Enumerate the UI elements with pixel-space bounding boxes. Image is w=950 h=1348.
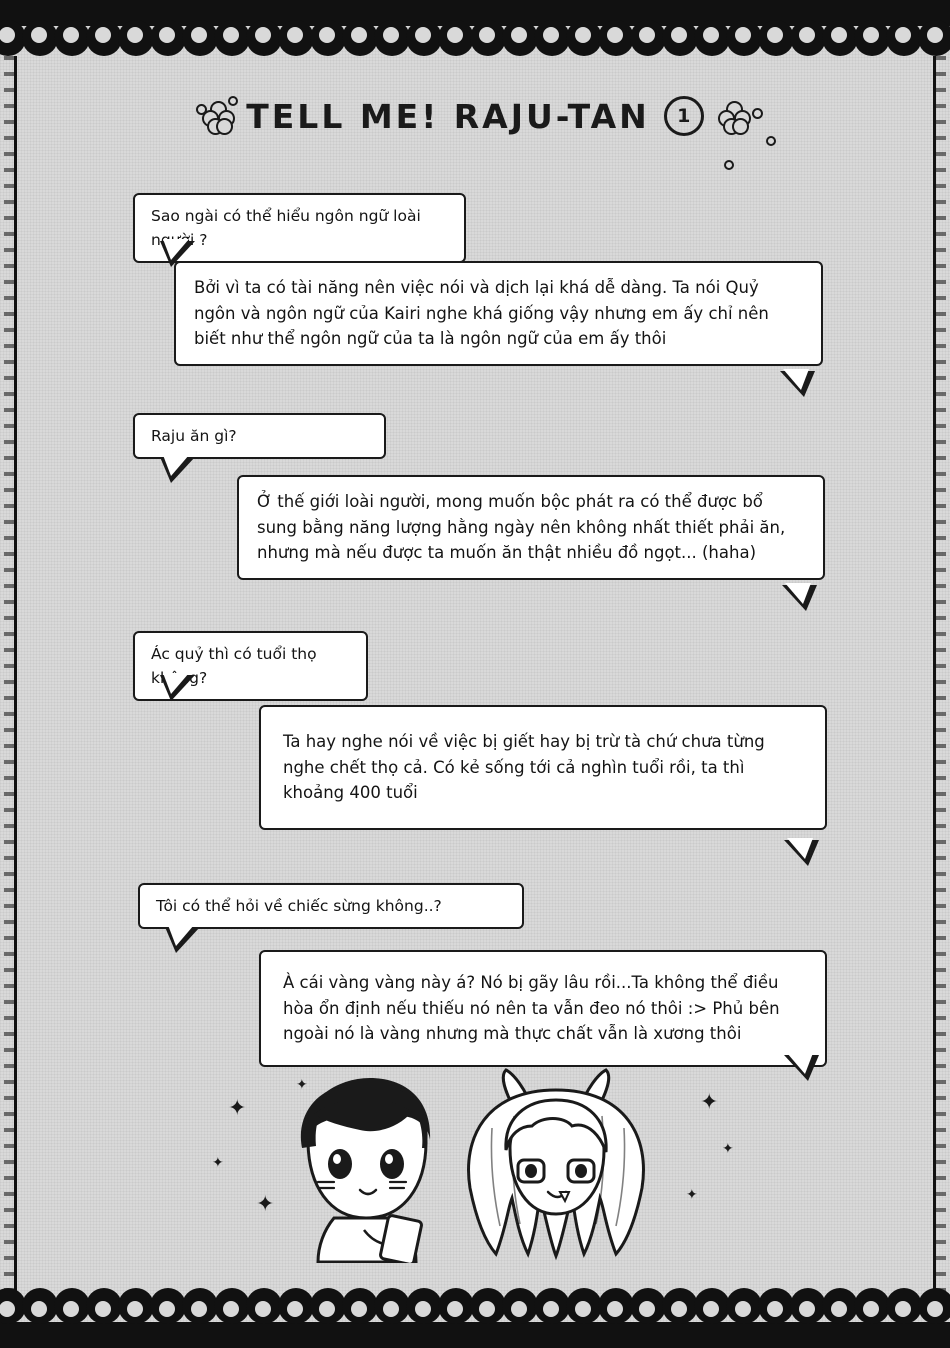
character-illustrations bbox=[0, 1068, 950, 1278]
lace-border-bottom bbox=[0, 1286, 950, 1348]
flower-icon bbox=[718, 101, 748, 131]
bubble-tail-inner bbox=[785, 583, 811, 604]
question-text: Ác quỷ thì có tuổi thọ không? bbox=[151, 645, 317, 688]
lace-border-top bbox=[0, 0, 950, 62]
lace-scallops bbox=[0, 1288, 950, 1328]
lace-band bbox=[0, 1322, 950, 1348]
page-title-row bbox=[0, 96, 950, 136]
question-text: Raju ăn gì? bbox=[151, 427, 237, 445]
question-text: Sao ngài có thể hiểu ngôn ngữ loài người ? bbox=[151, 207, 421, 250]
flower-icon bbox=[202, 101, 232, 131]
question-text: Tôi có thể hỏi về chiếc sừng không..? bbox=[156, 897, 442, 915]
question-bubble-2 bbox=[133, 413, 386, 459]
answer-text: À cái vàng vàng này á? Nó bị gãy lâu rồi...Ta không thể điều hòa ổn định nếu thiếu nó nên ta vẫn đeo nó thôi :> Phủ bên ngoài nó là vàng nhưng mà thực chất vẫn là xương thôi bbox=[283, 973, 780, 1044]
answer-text: Ta hay nghe nói về việc bị giết hay bị trừ tà chứ chưa từng nghe chết thọ cả. Có kẻ sống tới cả nghìn tuổi rồi, ta thì khoảng 400 tuổi bbox=[283, 732, 765, 803]
sparkle-icon: ✦ bbox=[228, 1096, 247, 1121]
lace-scallops bbox=[0, 20, 950, 60]
sparkle-icon: ✦ bbox=[722, 1141, 734, 1157]
bubble-tail-inner bbox=[163, 673, 189, 694]
answer-text: Ở thế giới loài người, mong muốn bộc phát ra có thể được bổ sung bằng năng lượng hằng ngày nên không nhất thiết phải ăn, nhưng mà nếu được ta muốn ăn thật nhiều đồ ngọt... (haha) bbox=[257, 492, 786, 563]
answer-bubble-2 bbox=[237, 475, 825, 580]
answer-text: Bởi vì ta có tài năng nên việc nói và dịch lại khá dễ dàng. Ta nói Quỷ ngôn và ngôn ngữ của Kairi nghe khá giống vậy nhưng em ấy chỉ nên biết như thể ngôn ngữ của ta là ngôn ngữ của em ấy thôi bbox=[194, 278, 769, 349]
bubble-tail-inner bbox=[163, 239, 189, 260]
answer-bubble-3 bbox=[259, 705, 827, 830]
lace-band bbox=[0, 0, 950, 26]
sparkle-icon bbox=[724, 160, 734, 170]
sparkle-icon: ✦ bbox=[296, 1077, 308, 1093]
sparkle-icon bbox=[752, 108, 763, 119]
raju-chibi-character bbox=[456, 1068, 661, 1272]
sparkle-icon: ✦ bbox=[256, 1192, 275, 1217]
answer-bubble-4 bbox=[259, 950, 827, 1067]
sparkle-icon: ✦ bbox=[700, 1090, 719, 1115]
sparkle-icon: ✦ bbox=[212, 1155, 224, 1171]
bubble-tail-inner bbox=[787, 838, 813, 859]
sparkle-icon bbox=[766, 136, 776, 146]
bubble-tail-inner bbox=[163, 455, 189, 476]
bubble-tail-inner bbox=[168, 925, 194, 946]
question-bubble-4 bbox=[138, 883, 524, 929]
page-title: TELL ME! RAJU-TAN bbox=[246, 96, 650, 136]
bubble-tail-inner bbox=[783, 369, 809, 390]
sparkle-icon bbox=[228, 96, 238, 106]
sparkle-icon: ✦ bbox=[686, 1187, 698, 1203]
page-number-badge: 1 bbox=[664, 96, 704, 136]
answer-bubble-1 bbox=[174, 261, 823, 366]
sparkle-icon bbox=[196, 104, 207, 115]
boy-chibi-character bbox=[280, 1078, 450, 1267]
